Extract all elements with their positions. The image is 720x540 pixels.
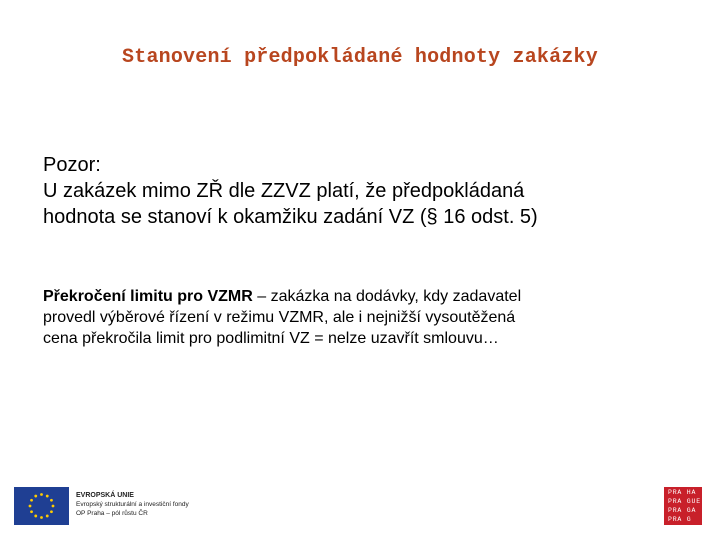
eu-star-icon: [50, 510, 53, 513]
vzmr-note-line-1: [43, 286, 693, 307]
praha-logo-line-4: PRA G: [668, 516, 692, 523]
eu-line-1: Evropský strukturální a investiční fondy: [76, 501, 189, 508]
eu-logo-text: [76, 491, 189, 518]
eu-flag-logo: [14, 487, 69, 525]
pozor-heading: Pozor:: [43, 154, 101, 176]
eu-line-2: OP Praha – pól růstu ČR: [76, 510, 148, 517]
eu-star-icon: [40, 493, 43, 496]
vzmr-note: [43, 286, 693, 349]
vzmr-note-line-2: provedl výběrové řízení v režimu VZMR, ale i nejnižší vysoutěžená: [43, 309, 516, 326]
praha-logo: [664, 487, 702, 525]
eu-star-icon: [50, 499, 53, 502]
praha-logo-line-3: PRA GA: [668, 507, 697, 514]
eu-star-icon: [30, 499, 33, 502]
eu-star-icon: [34, 515, 37, 518]
eu-star-icon: [46, 515, 49, 518]
praha-logo-line-1: PRA HA: [668, 489, 697, 496]
main-text: [43, 152, 693, 230]
eu-star-icon: [52, 505, 55, 508]
main-text-line-1: U zakázek mimo ZŘ dle ZZVZ platí, že předpokládaná: [43, 180, 525, 202]
vzmr-note-bold: Překročení limitu pro VZMR: [43, 288, 253, 305]
eu-star-icon: [29, 505, 32, 508]
vzmr-note-line-1-rest: – zakázka na dodávky, kdy zadavatel: [252, 288, 522, 305]
praha-logo-line-2: PRA GUE: [668, 498, 701, 505]
vzmr-note-line-3: cena překročila limit pro podlimitní VZ = nelze uzavřít smlouvu…: [43, 330, 499, 347]
main-text-line-2: hodnota se stanoví k okamžiku zadání VZ (§ 16 odst. 5): [43, 206, 538, 228]
eu-star-icon: [30, 510, 33, 513]
eu-star-icon: [40, 516, 43, 519]
eu-heading: EVROPSKÁ UNIE: [76, 492, 134, 499]
eu-star-icon: [46, 495, 49, 498]
slide-title: Stanovení předpokládané hodnoty zakázky: [122, 46, 598, 69]
eu-star-icon: [34, 495, 37, 498]
eu-stars-icon: [14, 487, 69, 525]
